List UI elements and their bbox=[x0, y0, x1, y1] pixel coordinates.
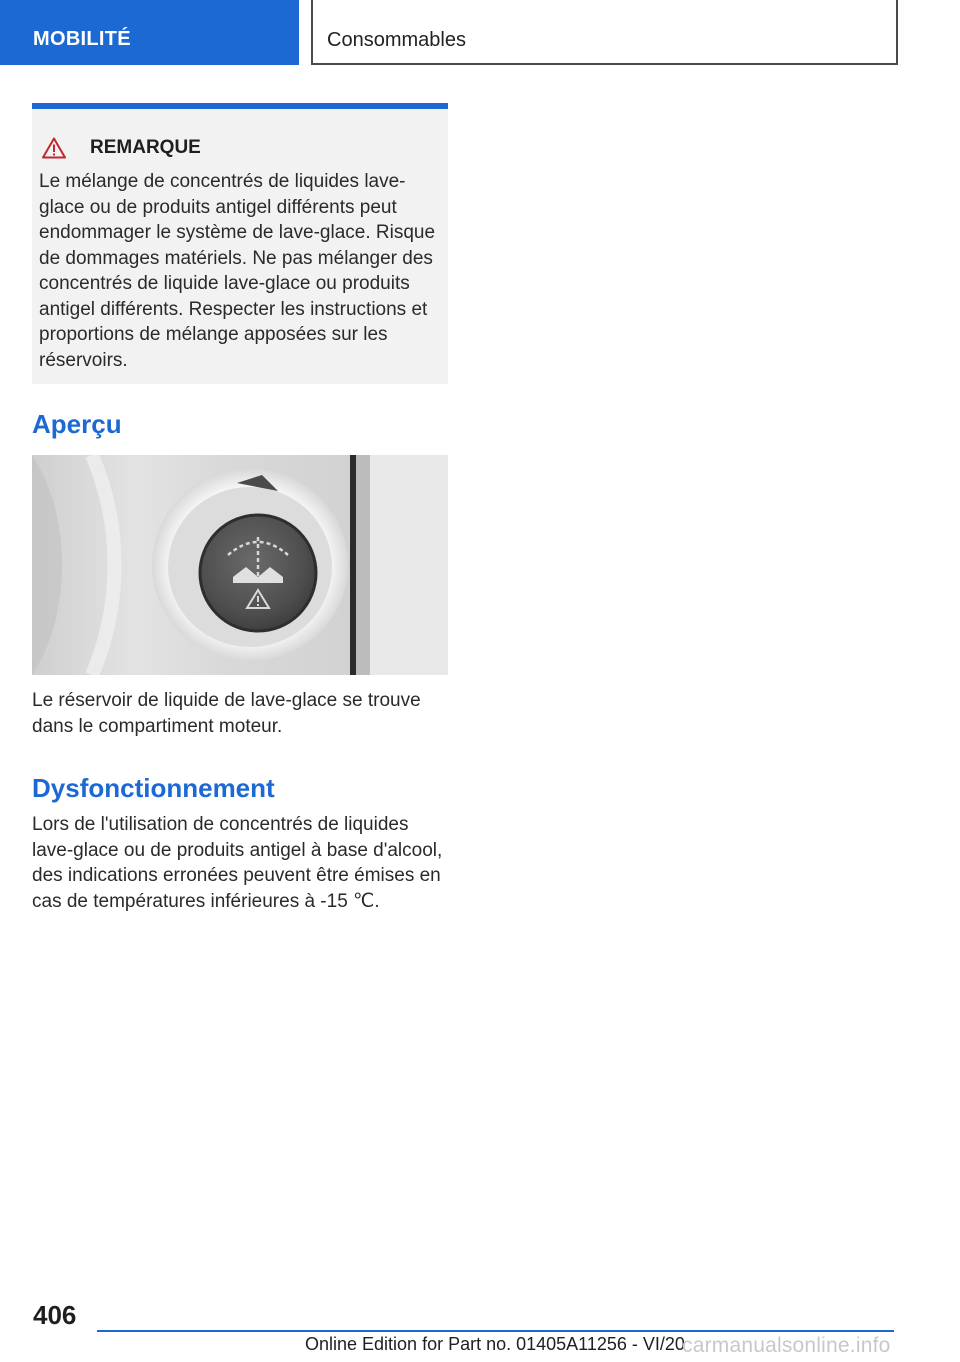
overview-caption: Le réservoir de liquide de lave-glace se trouve dans le compartiment moteur. bbox=[32, 690, 421, 737]
overview-heading: Aperçu bbox=[32, 409, 122, 439]
notice-header bbox=[42, 135, 201, 161]
section-tab bbox=[0, 0, 299, 65]
malfunction-heading: Dysfonctionnement bbox=[32, 773, 275, 803]
edition-note: Online Edition for Part no. 01405A11256 - VI/20 bbox=[305, 1334, 685, 1354]
washer-fluid-reservoir-illustration bbox=[32, 455, 448, 675]
chapter-title: Consommables bbox=[327, 29, 466, 51]
section-title: MOBILITÉ bbox=[33, 28, 131, 50]
warning-triangle-icon bbox=[42, 137, 66, 159]
notice-text: Le mélange de concentrés de liquides lave-glace ou de produits antigel différents peut endommager le système de lave-glace. Risque de dommages matériels. Ne pas mélanger des concentrés de liquide lave-glace ou produits antigel différents. Respecter les instructions et proportions de mélange apposées sur les réservoirs. bbox=[39, 171, 436, 371]
chapter-box bbox=[311, 0, 898, 65]
watermark: carmanualsonline.info bbox=[682, 1334, 891, 1357]
notice-box bbox=[32, 103, 448, 384]
malfunction-text: Lors de l'utilisation de concentrés de liquides lave-glace ou de produits antigel à base d'alcool, des indications erronées peuvent être émises en cas de températures inférieures à -15 ℃. bbox=[32, 814, 443, 912]
notice-title: REMARQUE bbox=[90, 137, 201, 158]
page-number: 406 bbox=[33, 1300, 77, 1330]
footer-divider bbox=[97, 1330, 894, 1332]
washer-fluid-cap-photo bbox=[32, 455, 448, 675]
